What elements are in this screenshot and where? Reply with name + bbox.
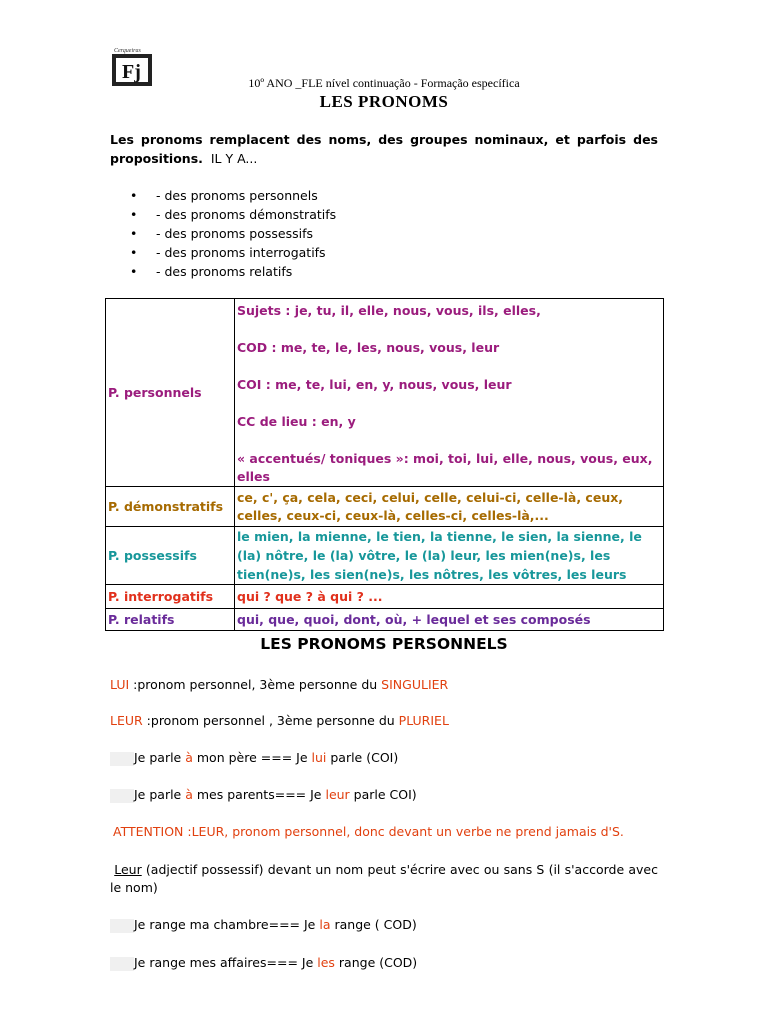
leur-definition <box>110 713 449 728</box>
example-text: Je range mes affaires=== Je <box>134 955 318 970</box>
example-text: Je parle <box>134 750 186 765</box>
indent-marker <box>110 752 134 766</box>
pronoun-table <box>105 298 664 631</box>
pronoun-types-list <box>130 186 336 281</box>
table-row <box>106 527 664 585</box>
singulier-word: SINGULIER <box>381 677 449 692</box>
cell-relatifs: qui, que, quoi, dont, où, + lequel et ses composés <box>235 609 664 631</box>
example-text: Je range ma chambre=== Je <box>134 917 320 932</box>
example-highlight: la <box>319 917 331 932</box>
example-leur <box>110 787 417 803</box>
indent-marker <box>110 919 134 933</box>
table-row <box>106 299 664 487</box>
example-text: Je parle <box>134 787 186 802</box>
svg-text:Cerqueiras: Cerqueiras <box>114 48 141 54</box>
indent-marker <box>110 789 134 803</box>
example-les <box>110 955 417 971</box>
label-interrogatifs: P. interrogatifs <box>106 585 235 609</box>
lui-word: LUI <box>110 677 130 692</box>
page-title: LES PRONOMS <box>319 92 449 111</box>
list-item: • - des pronoms démonstratifs <box>130 205 336 224</box>
list-item: • - des pronoms possessifs <box>130 224 336 243</box>
indent-marker <box>110 957 134 971</box>
example-text: mon père === Je <box>192 750 312 765</box>
lui-text: :pronom personnel, 3ème personne du <box>129 677 382 692</box>
leur-adj-word: Leur <box>114 862 142 877</box>
table-row <box>106 487 664 527</box>
leur-adjective-note <box>110 861 658 897</box>
cell-interrogatifs: qui ? que ? à qui ? ... <box>235 585 664 609</box>
table-row <box>106 609 664 631</box>
leur-text: :pronom personnel , 3ème personne du <box>142 713 399 728</box>
personnels-cod: COD : me, te, le, les, nous, vous, leur <box>237 340 500 355</box>
example-highlight: les <box>317 955 335 970</box>
example-highlight: leur <box>325 787 350 802</box>
label-demonstratifs: P. démonstratifs <box>106 487 235 527</box>
label-personnels: P. personnels <box>106 299 235 487</box>
label-possessifs: P. possessifs <box>106 527 235 585</box>
course-header: 10º ANO _FLE nível continuação - Formação específica <box>248 76 520 90</box>
lui-definition <box>110 677 448 692</box>
example-highlight: à <box>185 787 193 802</box>
cell-personnels <box>235 299 664 487</box>
list-item: • - des pronoms personnels <box>130 186 336 205</box>
example-lui <box>110 750 398 766</box>
example-text: parle (COI) <box>326 750 399 765</box>
cell-possessifs: le mien, la mienne, le tien, la tienne, le sien, la sienne, le (la) nôtre, le (la) vôtre, le (la) leur, les mien(ne)s, les tien(ne)s, les sien(ne)s, les nôtres, les vôtres, les leurs <box>235 527 664 585</box>
table-row <box>106 585 664 609</box>
example-la <box>110 917 417 933</box>
example-text: parle COI) <box>349 787 417 802</box>
label-relatifs: P. relatifs <box>106 609 235 631</box>
personnels-sujets: Sujets : je, tu, il, elle, nous, vous, ils, elles, <box>237 303 541 318</box>
personnels-cc-lieu: CC de lieu : en, y <box>237 414 356 429</box>
example-text: range (COD) <box>334 955 418 970</box>
personnels-coi: COI : me, te, lui, en, y, nous, vous, leur <box>237 377 512 392</box>
example-highlight: à <box>185 750 193 765</box>
list-item: • - des pronoms interrogatifs <box>130 243 336 262</box>
personnels-toniques: « accentués/ toniques »: moi, toi, lui, elle, nous, vous, eux, elles <box>237 451 653 484</box>
intro-paragraph <box>110 130 658 168</box>
attention-note: ATTENTION :LEUR, pronom personnel, donc devant un verbe ne prend jamais d'S. <box>113 824 624 839</box>
example-text: range ( COD) <box>330 917 417 932</box>
intro-tail: IL Y A... <box>210 151 258 166</box>
example-highlight: lui <box>311 750 327 765</box>
section-title: LES PRONOMS PERSONNELS <box>260 635 508 653</box>
leur-word: LEUR <box>110 713 143 728</box>
cell-demonstratifs: ce, c', ça, cela, ceci, celui, celle, celui-ci, celle-là, ceux, celles, ceux-ci, ceux-là, celles-ci, celles-là,... <box>235 487 664 527</box>
svg-text:Fj: Fj <box>122 61 141 83</box>
intro-text: Les pronoms remplacent des noms, des groupes nominaux, et parfois des propositions. <box>110 132 658 166</box>
leur-adj-text: (adjectif possessif) devant un nom peut s'écrire avec ou sans S (il s'accorde avec le nom) <box>110 862 658 895</box>
pluriel-word: PLURIEL <box>398 713 449 728</box>
example-text: mes parents=== Je <box>192 787 326 802</box>
list-item: • - des pronoms relatifs <box>130 262 336 281</box>
